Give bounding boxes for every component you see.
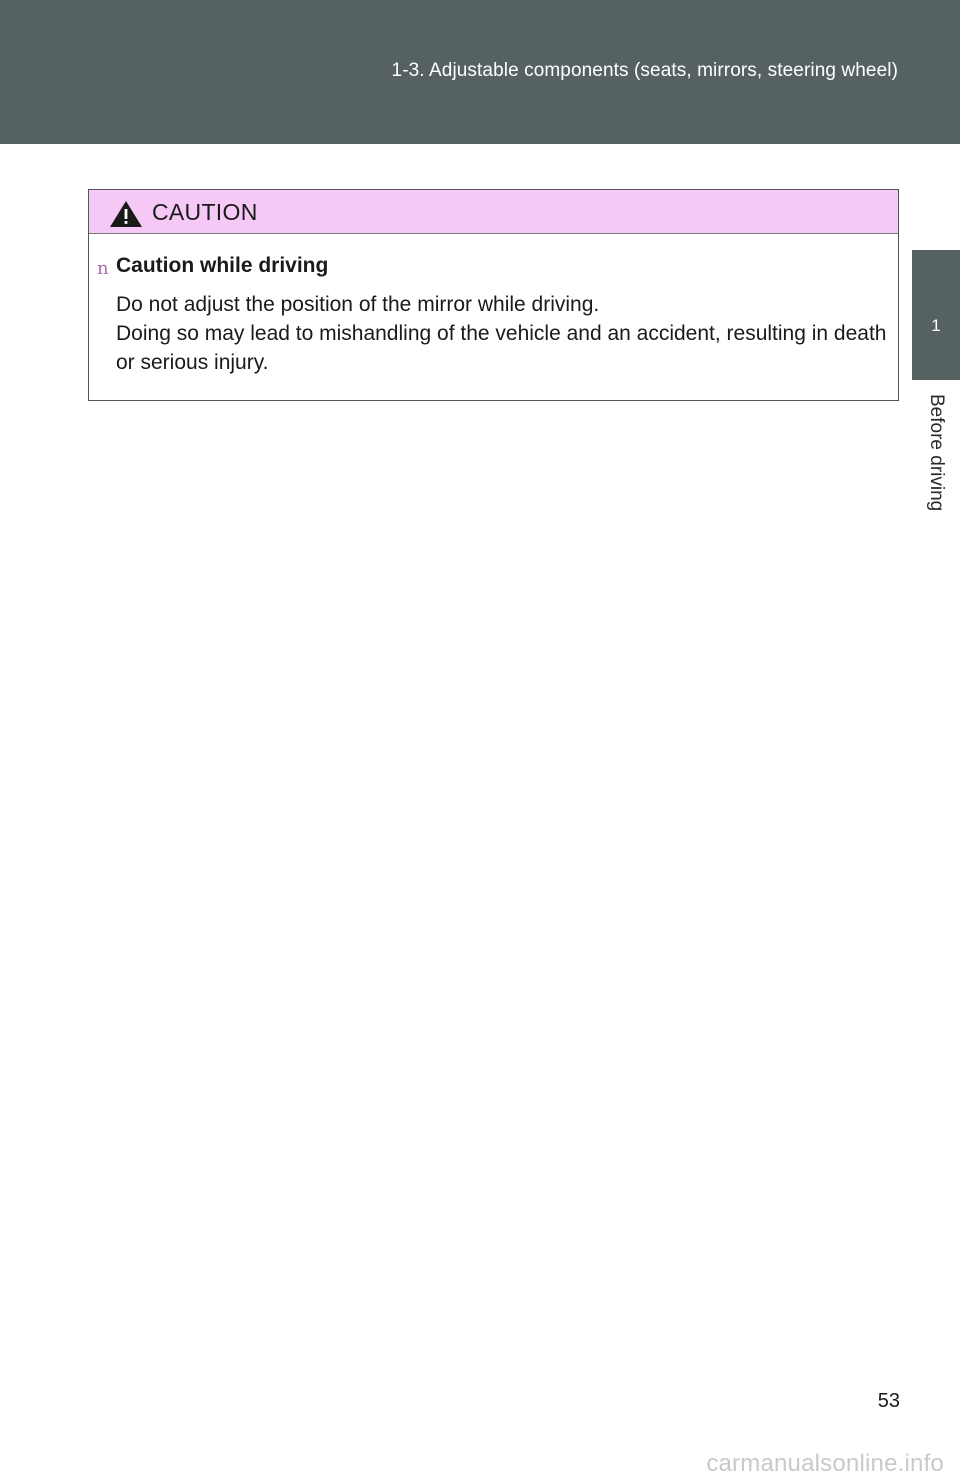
bullet-marker: n [97,258,109,279]
watermark: carmanualsonline.info [706,1450,944,1477]
chapter-label: Before driving [926,394,947,512]
caution-header [89,190,898,234]
caution-box [88,189,899,401]
caution-title: CAUTION [152,199,258,225]
page-number: 53 [877,1390,900,1412]
caution-line: Doing so may lead to mishandling of the vehicle and an accident, resulting in death or serious injury. [116,322,887,374]
warning-triangle-icon [109,200,143,228]
caution-item-heading: Caution while driving [116,254,329,277]
caution-line: Do not adjust the position of the mirror while driving. [116,293,600,316]
chapter-number: 1 [931,316,941,335]
chapter-tab [912,250,960,380]
section-title: 1-3. Adjustable components (seats, mirrors, steering wheel) [391,60,898,81]
caution-item-text [116,290,896,377]
